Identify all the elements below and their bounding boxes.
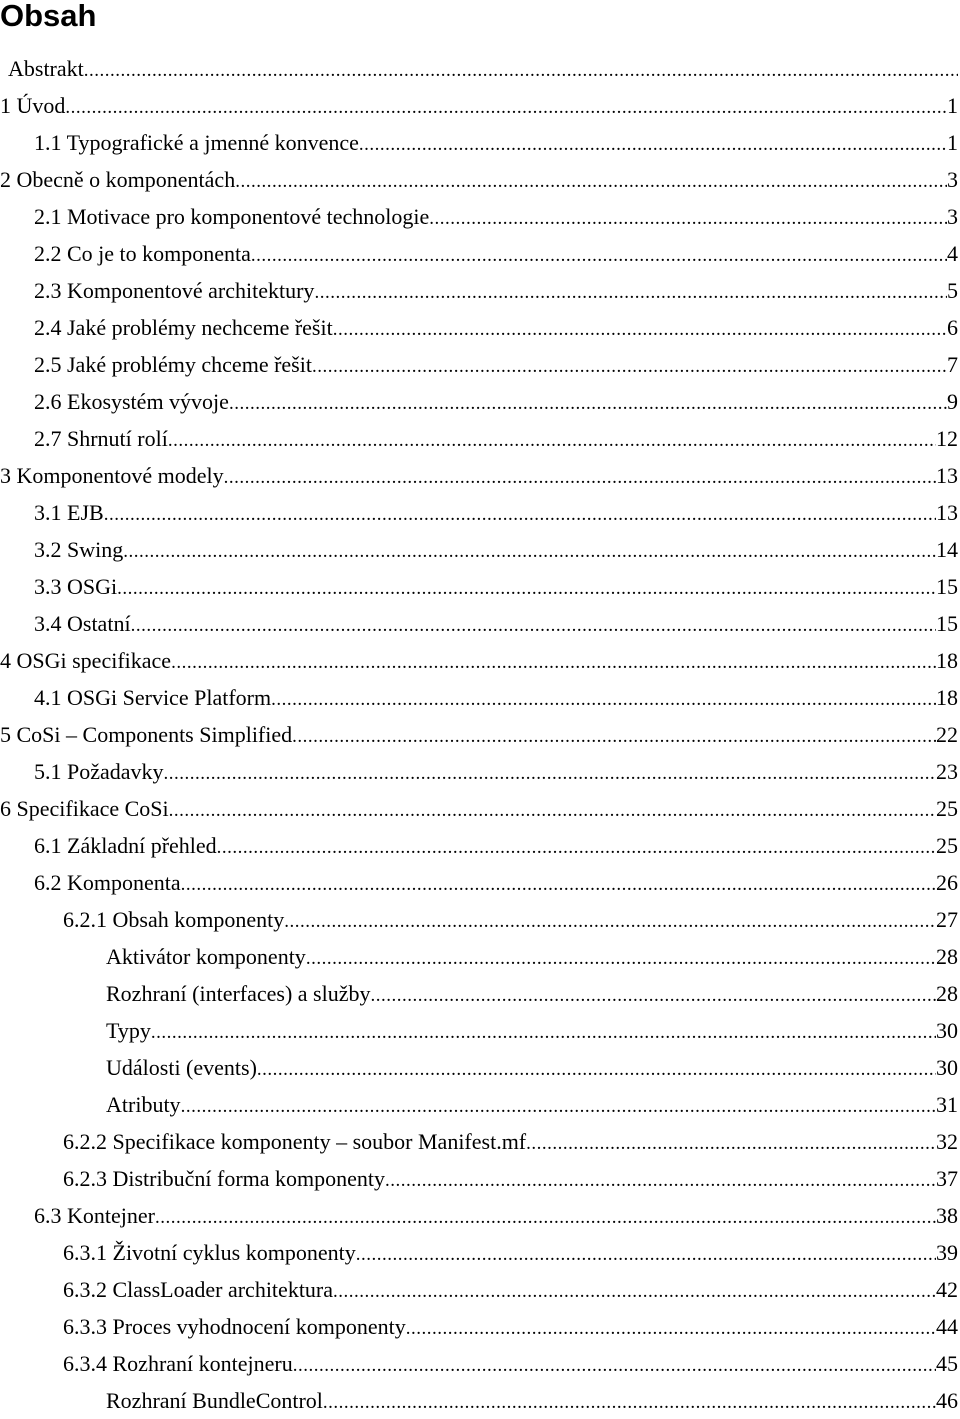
toc-page-number: 13 [936,500,958,525]
toc-dot-leader [359,126,947,161]
toc-entry[interactable] [0,87,958,124]
toc-entry-title: 5 CoSi – Components Simplified [0,722,293,747]
toc-entry-title: 6.3.4 Rozhraní kontejneru [63,1351,293,1376]
toc-entry-title: 3.1 EJB [34,500,104,525]
toc-entry-title: 3 Komponentové modely [0,463,224,488]
toc-entry[interactable] [0,1086,958,1123]
toc-dot-leader [164,755,936,790]
toc-dot-leader [117,570,936,605]
toc-page-number: 31 [936,1092,958,1117]
toc-entry-title: 6.1 Základní přehled [34,833,217,858]
toc-entry-title: 4 OSGi specifikace [0,648,172,673]
toc-entry[interactable] [0,346,958,383]
toc-entry[interactable] [0,198,958,235]
toc-page-number: 28 [936,981,958,1006]
toc-entry[interactable] [0,531,958,568]
toc-entry-title: 6.3.3 Proces vyhodnocení komponenty [63,1314,406,1339]
toc-dot-leader [292,718,936,753]
toc-entry[interactable] [0,1012,958,1049]
toc-dot-leader [271,681,936,716]
toc-entry-title: 2.4 Jaké problémy nechceme řešit [34,315,333,340]
toc-page-number: 5 [947,278,958,303]
toc-page-number: 27 [936,907,958,932]
toc-dot-leader [406,1310,936,1345]
toc-dot-leader [104,496,936,531]
toc-entry[interactable] [0,1197,958,1234]
toc-dot-leader [293,1347,936,1382]
toc-page-number: 15 [936,574,958,599]
toc-entry[interactable] [0,642,958,679]
toc-page-number: 13 [936,463,958,488]
toc-dot-leader [251,237,947,272]
toc-dot-leader [235,163,947,198]
toc-entry-title: Atributy [106,1092,181,1117]
toc-dot-leader [284,903,936,938]
toc-dot-leader [169,792,936,827]
toc-entry[interactable] [0,901,958,938]
toc-entry[interactable] [0,494,958,531]
toc-dot-leader [429,200,947,235]
toc-entry-title: 3.2 Swing [34,537,124,562]
toc-entry[interactable] [0,383,958,420]
toc-page-number: 39 [936,1240,958,1265]
toc-entry-title: Události (events) [106,1055,257,1080]
toc-entry[interactable] [0,716,958,753]
toc-entry-title: 6.2.3 Distribuční forma komponenty [63,1166,386,1191]
toc-page-number: 1 [947,130,958,155]
toc-dot-leader [131,607,936,642]
toc-entry[interactable] [0,938,958,975]
toc-entry-title: 2.3 Komponentové architektury [34,278,315,303]
page-title: Obsah [0,0,97,33]
toc-entry-title: Abstrakt [8,56,84,81]
toc-page-number: 42 [936,1277,958,1302]
toc-entry[interactable] [0,753,958,790]
toc-entry-title: Rozhraní BundleControl [106,1388,323,1413]
toc-page-number: 30 [936,1018,958,1043]
toc-dot-leader [333,1273,936,1308]
toc-entry[interactable] [0,1123,958,1160]
toc-entry-title: 1.1 Typografické a jmenné konvence [34,130,359,155]
toc-dot-leader [217,829,936,864]
toc-dot-leader [155,1199,936,1234]
toc-page-number: 45 [936,1351,958,1376]
toc-entry[interactable] [0,161,958,198]
toc-page-number: 44 [936,1314,958,1339]
toc-page-number: 4 [947,241,958,266]
toc-dot-leader [224,459,936,494]
toc-entry-title: 6.3.2 ClassLoader architektura [63,1277,334,1302]
toc-dot-leader [526,1125,936,1160]
toc-dot-leader [229,385,947,420]
toc-entry[interactable] [0,827,958,864]
toc-entry-title: 6.2.1 Obsah komponenty [63,907,285,932]
table-of-contents [0,50,958,1419]
toc-entry[interactable] [0,1234,958,1271]
toc-entry[interactable] [0,975,958,1012]
toc-entry-title: Rozhraní (interfaces) a služby [106,981,371,1006]
toc-dot-leader [385,1162,936,1197]
toc-entry[interactable] [0,605,958,642]
toc-page-number: 3 [947,204,958,229]
toc-entry[interactable] [0,235,958,272]
toc-dot-leader [257,1051,936,1086]
toc-dot-leader [356,1236,936,1271]
toc-dot-leader [168,422,936,457]
toc-page-number: 18 [936,685,958,710]
toc-entry[interactable] [0,1271,958,1308]
toc-entry[interactable] [0,679,958,716]
toc-entry-title: 2.7 Shrnutí rolí [34,426,168,451]
toc-entry-title: 3.3 OSGi [34,574,118,599]
toc-page-number: 26 [936,870,958,895]
toc-dot-leader [323,1384,936,1419]
toc-page-number: 32 [936,1129,958,1154]
toc-entry[interactable] [0,420,958,457]
toc-entry[interactable] [0,457,958,494]
toc-page-number: 25 [936,833,958,858]
toc-page-number: 12 [936,426,958,451]
toc-page-number: 18 [936,648,958,673]
toc-page-number: 1 [947,93,958,118]
toc-entry-title: 6.2.2 Specifikace komponenty – soubor Manifest.mf [63,1129,527,1154]
toc-page-number: 3 [947,167,958,192]
toc-page-number: 46 [936,1388,958,1413]
toc-entry[interactable] [0,790,958,827]
toc-entry-title: 6.3 Kontejner [34,1203,155,1228]
toc-entry[interactable] [0,1345,958,1382]
toc-entry-title: 6.2 Komponenta [34,870,181,895]
toc-dot-leader [371,977,937,1012]
toc-page-number: 15 [936,611,958,636]
toc-entry[interactable] [0,272,958,309]
toc-entry-title: 2 Obecně o komponentách [0,167,236,192]
toc-page-number: 38 [936,1203,958,1228]
toc-page-number: 37 [936,1166,958,1191]
toc-entry-title: 6 Specifikace CoSi [0,796,169,821]
toc-entry[interactable] [0,1382,958,1419]
toc-dot-leader [333,311,947,346]
toc-dot-leader [312,348,947,383]
toc-page-number: 6 [947,315,958,340]
toc-dot-leader [84,52,958,87]
toc-entry-title: Typy [106,1018,151,1043]
toc-entry-title: 2.2 Co je to komponenta [34,241,251,266]
toc-entry[interactable] [0,1308,958,1345]
toc-dot-leader [65,89,947,124]
toc-entry[interactable] [0,1049,958,1086]
toc-entry-title: 5.1 Požadavky [34,759,164,784]
toc-entry[interactable] [0,50,958,87]
toc-page-number: 7 [947,352,958,377]
toc-entry-title: 1 Úvod [0,93,66,118]
toc-entry[interactable] [0,309,958,346]
toc-entry[interactable] [0,864,958,901]
toc-page-number: 23 [936,759,958,784]
toc-entry-title: 2.1 Motivace pro komponentové technologie [34,204,430,229]
toc-page-number: 9 [947,389,958,414]
toc-page-number: 30 [936,1055,958,1080]
toc-page-number: 22 [936,722,958,747]
toc-dot-leader [151,1014,936,1049]
toc-entry-title: 2.6 Ekosystém vývoje [34,389,229,414]
toc-dot-leader [181,1088,936,1123]
toc-entry[interactable] [0,124,958,161]
toc-entry-title: 3.4 Ostatní [34,611,131,636]
toc-entry[interactable] [0,568,958,605]
toc-dot-leader [171,644,936,679]
toc-entry[interactable] [0,1160,958,1197]
toc-entry-title: Aktivátor komponenty [106,944,306,969]
toc-entry-title: 4.1 OSGi Service Platform [34,685,272,710]
toc-entry-title: 2.5 Jaké problémy chceme řešit [34,352,312,377]
toc-dot-leader [123,533,936,568]
toc-dot-leader [181,866,936,901]
toc-page-number: 14 [936,537,958,562]
toc-entry-title: 6.3.1 Životní cyklus komponenty [63,1240,356,1265]
toc-dot-leader [306,940,936,975]
toc-dot-leader [314,274,947,309]
toc-page-number: 28 [936,944,958,969]
toc-page-number: 25 [936,796,958,821]
